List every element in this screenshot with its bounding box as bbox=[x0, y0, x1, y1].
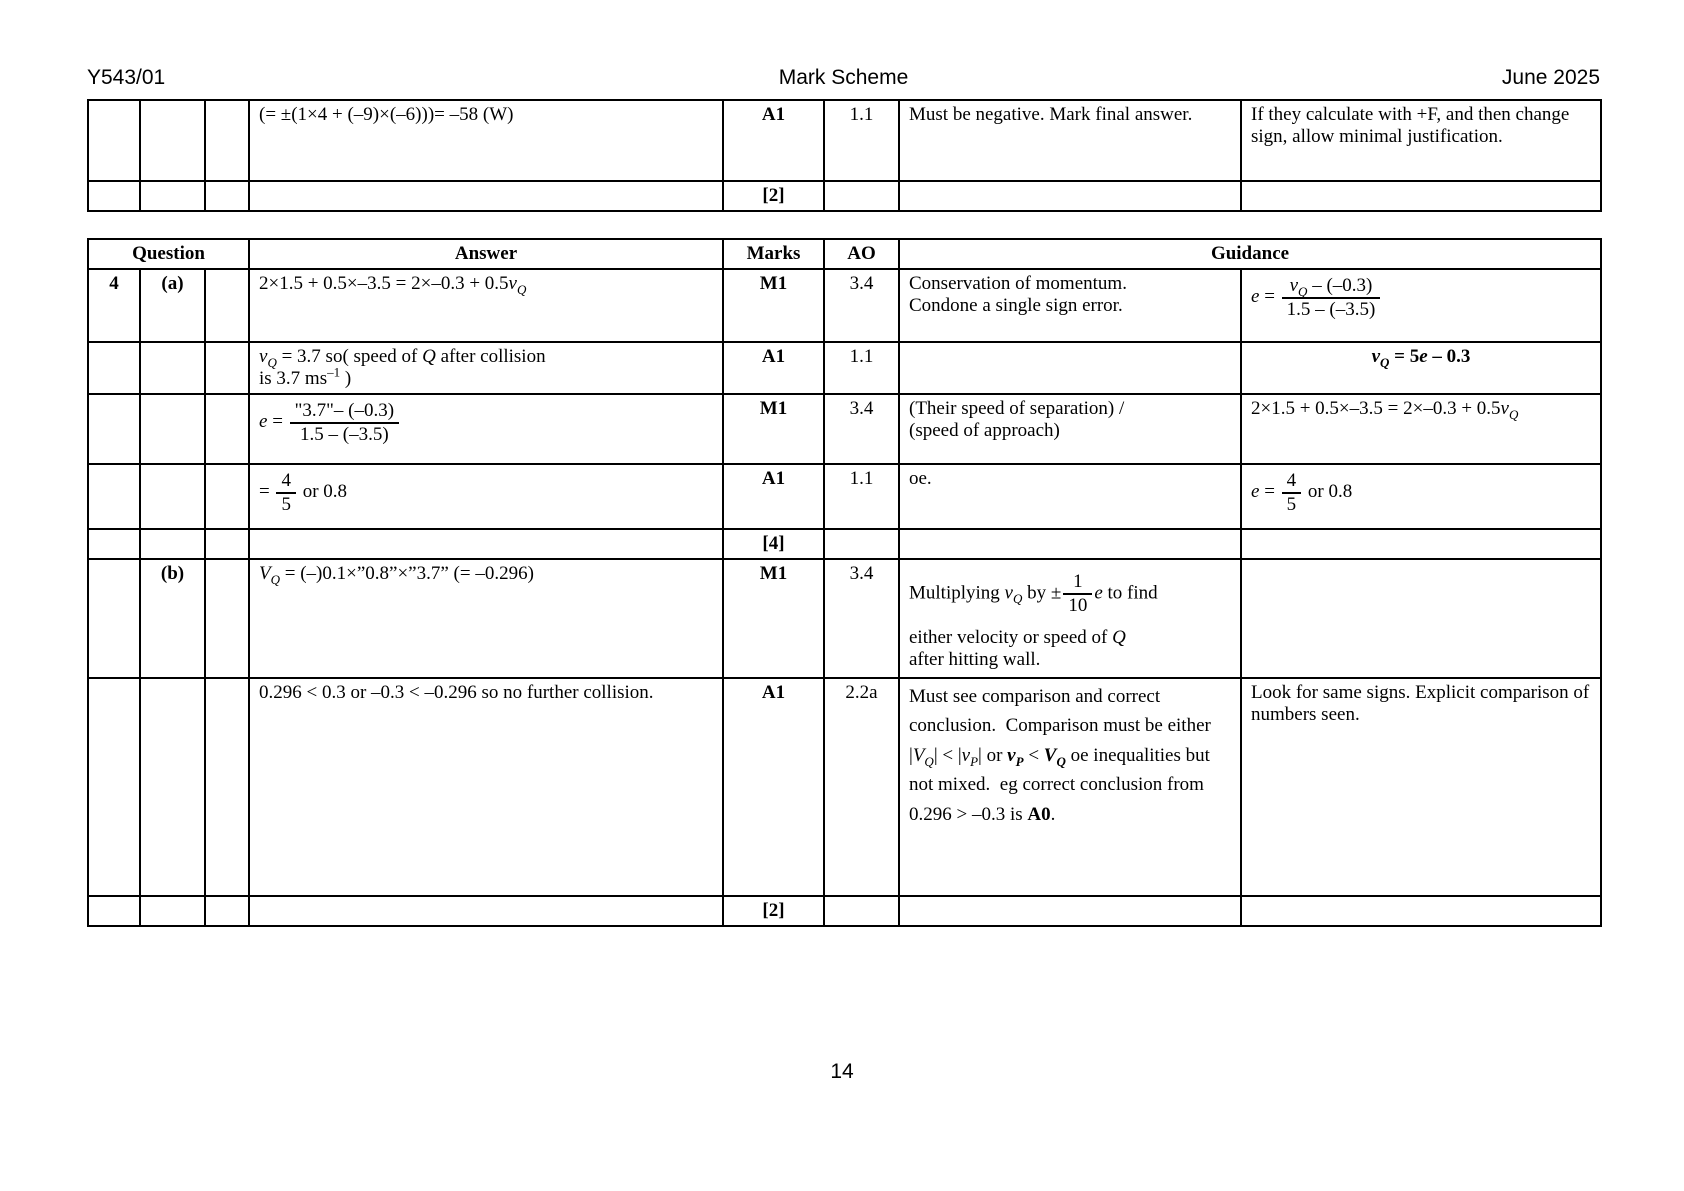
doc-date: June 2025 bbox=[1501, 66, 1600, 89]
table-row bbox=[88, 181, 1601, 211]
empty-cell bbox=[88, 896, 140, 926]
empty-cell bbox=[140, 464, 205, 529]
fraction: $\frac{1}{10}$ bbox=[1063, 571, 1092, 617]
fraction: $\frac{v_Q - (-0.3)}{1.5 - (-3.5)}$ bbox=[1282, 275, 1381, 321]
empty-cell bbox=[88, 678, 140, 896]
guidance-left-cell bbox=[899, 678, 1241, 896]
guidance-line: (Their speed of separation) / bbox=[909, 398, 1125, 419]
empty-cell bbox=[205, 896, 249, 926]
ao-cell: 3.4 bbox=[824, 394, 899, 464]
table-row bbox=[88, 464, 1601, 529]
equation: $v_Q = 5e - 0.3$ bbox=[1371, 346, 1471, 370]
guidance-right-cell bbox=[1241, 464, 1601, 529]
guidance-text: Must see comparison and correct conclusion. Comparison must be either $|V_Q| < |v_P|$ or $v_P < V_Q$ oe inequalities but not mixed. eg correct conclusion from 0.296 > –0.3 is A0. bbox=[909, 686, 1211, 825]
empty-cell bbox=[88, 394, 140, 464]
table-continuation bbox=[87, 99, 1602, 212]
guidance-line: Multiplying $v_Q$ by ± $\frac{1}{10}$ e to find bbox=[909, 571, 1158, 616]
doc-title: Mark Scheme bbox=[778, 66, 909, 89]
column-header-answer: Answer bbox=[249, 239, 723, 269]
empty-cell bbox=[88, 181, 140, 211]
doc-code: Y543/01 bbox=[87, 66, 166, 89]
marks-cell: M1 bbox=[723, 559, 824, 678]
answer-cell bbox=[249, 394, 723, 464]
table-row bbox=[88, 559, 1601, 678]
guidance-left-cell bbox=[899, 464, 1241, 529]
marks-cell: A1 bbox=[723, 678, 824, 896]
ao-cell: 3.4 bbox=[824, 269, 899, 342]
empty-cell bbox=[140, 529, 205, 559]
equation: $2\times 1.5 + 0.5\times-3.5 = 2\times-0.3 + 0.5v_Q$ bbox=[259, 273, 527, 297]
marks-total-cell: [4] bbox=[723, 529, 824, 559]
question-number-cell: 4 bbox=[88, 269, 140, 342]
guidance-left-cell bbox=[899, 559, 1241, 678]
empty-cell bbox=[205, 100, 249, 181]
page-number: 14 bbox=[830, 1060, 854, 1083]
equation: $2\times 1.5 + 0.5\times-3.5 = 2\times-0.3 + 0.5v_Q$ bbox=[1251, 398, 1519, 422]
marks-total-cell: [2] bbox=[723, 896, 824, 926]
answer-cell bbox=[249, 342, 723, 394]
equation: = $\frac{4}{5}$ or 0.8 bbox=[259, 470, 348, 515]
empty-cell bbox=[205, 181, 249, 211]
guidance-text: Must be negative. Mark final answer. bbox=[909, 104, 1193, 125]
empty-cell bbox=[205, 529, 249, 559]
guidance-line: (speed of approach) bbox=[909, 420, 1060, 441]
empty-cell bbox=[88, 464, 140, 529]
empty-cell bbox=[205, 269, 249, 342]
empty-cell bbox=[824, 181, 899, 211]
answer-text: 0.296 < 0.3 or –0.3 < –0.296 so no further collision. bbox=[259, 682, 654, 703]
guidance-right-cell bbox=[1241, 559, 1601, 678]
answer-cell bbox=[249, 559, 723, 678]
empty-cell bbox=[140, 342, 205, 394]
column-header-question: Question bbox=[88, 239, 249, 269]
question-part-cell: (a) bbox=[140, 269, 205, 342]
empty-cell bbox=[88, 529, 140, 559]
guidance-left-cell bbox=[899, 394, 1241, 464]
answer-cell bbox=[249, 678, 723, 896]
guidance-left-cell bbox=[899, 342, 1241, 394]
empty-cell bbox=[1241, 896, 1601, 926]
ao-cell: 1.1 bbox=[824, 100, 899, 181]
empty-cell bbox=[88, 342, 140, 394]
guidance-line: after hitting wall. bbox=[909, 649, 1041, 670]
guidance-text: If they calculate with +F, and then change sign, allow minimal justification. bbox=[1251, 104, 1570, 147]
answer-cell bbox=[249, 100, 723, 181]
page-header bbox=[87, 66, 1600, 92]
empty-cell bbox=[88, 559, 140, 678]
table-row bbox=[88, 678, 1601, 896]
empty-cell bbox=[1241, 529, 1601, 559]
empty-cell bbox=[205, 559, 249, 678]
guidance-line: either velocity or speed of Q bbox=[909, 627, 1126, 648]
marks-total-cell: [2] bbox=[723, 181, 824, 211]
empty-cell bbox=[1241, 181, 1601, 211]
empty-cell bbox=[824, 896, 899, 926]
empty-cell bbox=[249, 896, 723, 926]
column-header-ao: AO bbox=[824, 239, 899, 269]
guidance-line: Condone a single sign error. bbox=[909, 295, 1123, 316]
empty-cell bbox=[899, 529, 1241, 559]
guidance-right-cell bbox=[1241, 678, 1601, 896]
guidance-right-cell bbox=[1241, 100, 1601, 181]
column-header-marks: Marks bbox=[723, 239, 824, 269]
question-part-cell: (b) bbox=[140, 559, 205, 678]
guidance-text: Look for same signs. Explicit comparison of numbers seen. bbox=[1251, 682, 1590, 725]
empty-cell bbox=[899, 181, 1241, 211]
empty-cell bbox=[249, 529, 723, 559]
guidance-left-cell bbox=[899, 100, 1241, 181]
empty-cell bbox=[140, 181, 205, 211]
table-row bbox=[88, 529, 1601, 559]
marks-cell: A1 bbox=[723, 342, 824, 394]
table-row bbox=[88, 896, 1601, 926]
table-question-4 bbox=[87, 238, 1602, 927]
answer-cell bbox=[249, 269, 723, 342]
table-row bbox=[88, 269, 1601, 342]
marks-cell: A1 bbox=[723, 464, 824, 529]
ao-cell: 2.2a bbox=[824, 678, 899, 896]
guidance-right-cell bbox=[1241, 269, 1601, 342]
table-row bbox=[88, 394, 1601, 464]
header-row bbox=[88, 239, 1601, 269]
empty-cell bbox=[899, 896, 1241, 926]
answer-text: (= ±(1×4 + (–9)×(–6)))= –58 (W) bbox=[259, 104, 514, 125]
marks-cell: M1 bbox=[723, 394, 824, 464]
answer-line: is 3.7 $ms^{-1}$ ) bbox=[259, 364, 352, 389]
equation: e = $\frac{v_Q - (-0.3)}{1.5 - (-3.5)}$ bbox=[1251, 286, 1382, 307]
fraction: $\frac{"3.7"- (-0.3)}{1.5 - (-3.5)}$ bbox=[290, 400, 399, 446]
empty-cell bbox=[88, 100, 140, 181]
guidance-text: oe. bbox=[909, 468, 932, 489]
guidance-line: Conservation of momentum. bbox=[909, 273, 1127, 294]
empty-cell bbox=[205, 464, 249, 529]
table-row bbox=[88, 342, 1601, 394]
marks-cell: A1 bbox=[723, 100, 824, 181]
answer-line: $v_Q = 3.7$ so( speed of Q after collision bbox=[259, 346, 546, 370]
equation: e = $\frac{"3.7"- (-0.3)}{1.5 - (-3.5)}$ bbox=[259, 411, 401, 432]
fraction: $\frac{4}{5}$ bbox=[276, 470, 296, 516]
guidance-right-cell bbox=[1241, 342, 1601, 394]
ao-cell: 1.1 bbox=[824, 464, 899, 529]
empty-cell bbox=[249, 181, 723, 211]
fraction: $\frac{4}{5}$ bbox=[1282, 470, 1302, 516]
guidance-right-cell bbox=[1241, 394, 1601, 464]
empty-cell bbox=[205, 678, 249, 896]
table-row bbox=[88, 100, 1601, 181]
equation: e = $\frac{4}{5}$ or 0.8 bbox=[1251, 470, 1353, 515]
empty-cell bbox=[205, 394, 249, 464]
empty-cell bbox=[824, 529, 899, 559]
ao-cell: 3.4 bbox=[824, 559, 899, 678]
empty-cell bbox=[140, 678, 205, 896]
empty-cell bbox=[205, 342, 249, 394]
marks-cell: M1 bbox=[723, 269, 824, 342]
empty-cell bbox=[140, 394, 205, 464]
empty-cell bbox=[140, 896, 205, 926]
empty-cell bbox=[140, 100, 205, 181]
equation: $V_Q$ = (–)0.1×”0.8”×”3.7” (= –0.296) bbox=[259, 563, 534, 587]
answer-cell bbox=[249, 464, 723, 529]
column-header-guidance: Guidance bbox=[899, 239, 1601, 269]
guidance-left-cell bbox=[899, 269, 1241, 342]
ao-cell: 1.1 bbox=[824, 342, 899, 394]
